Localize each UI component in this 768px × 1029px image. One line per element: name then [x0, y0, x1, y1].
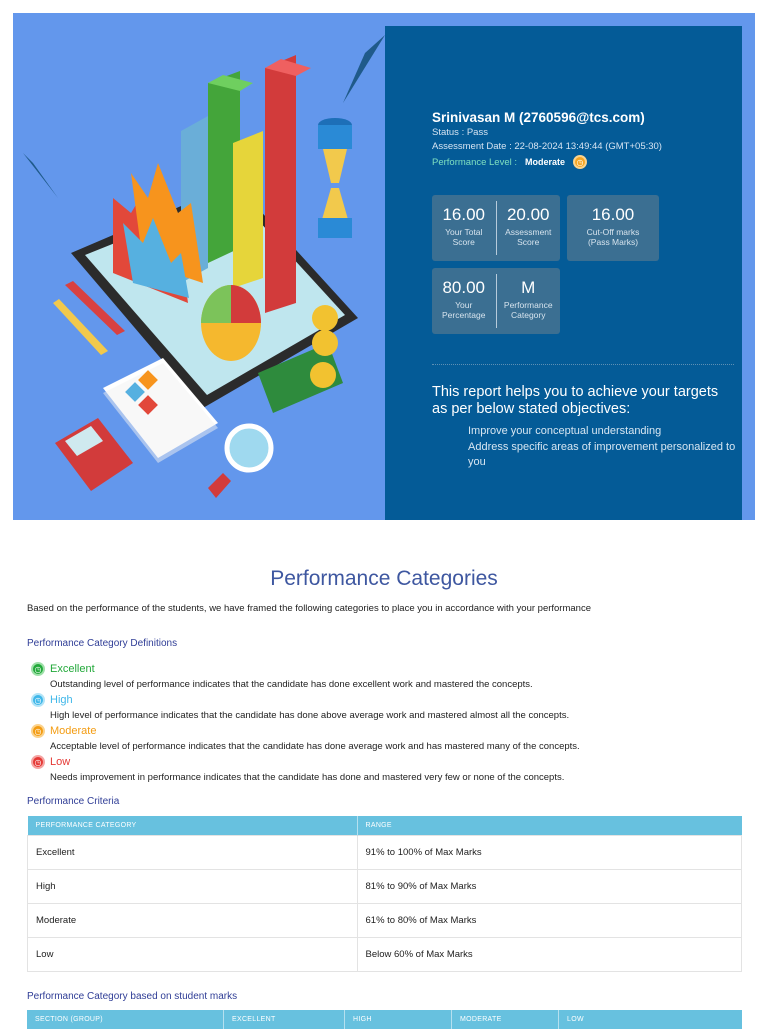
table-cell: 61% to 80% of Max Marks	[357, 904, 742, 938]
objective-item: Address specific areas of improvement personalized to you	[468, 440, 736, 468]
column-header: LOW	[559, 1010, 743, 1029]
assessment-score-cell	[496, 201, 561, 255]
score-card-cutoff	[567, 195, 659, 261]
table-header-row	[27, 1010, 742, 1029]
cutoff-cell	[567, 195, 659, 261]
category-name: Moderate	[50, 725, 97, 737]
marks-heading: Performance Category based on student marks	[27, 991, 238, 1002]
category-name: Low	[50, 756, 71, 768]
table-row	[28, 870, 742, 904]
table-row	[28, 904, 742, 938]
report-hero	[13, 13, 755, 520]
cutoff-label: Cut-Off marks (Pass Marks)	[586, 227, 640, 247]
assessment-score-label: Assessment Score	[505, 227, 552, 247]
definitions-heading: Performance Category Definitions	[27, 638, 178, 649]
category-definitions-list	[31, 661, 580, 785]
percentage-cell	[432, 268, 496, 334]
total-score-label: Your Total Score	[445, 227, 483, 247]
column-header: HIGH	[345, 1010, 452, 1029]
excellent-badge-icon: ◷	[31, 662, 45, 676]
table-row	[28, 938, 742, 972]
candidate-name: Srinivasan M (2760596@tcs.com)	[432, 110, 645, 125]
category-definition-moderate	[31, 723, 580, 754]
performance-level-label: Performance Level :	[432, 156, 518, 168]
table-header-row	[28, 816, 742, 836]
percentage-label: Your Percentage	[442, 300, 486, 320]
category-cell	[496, 274, 561, 328]
high-badge-icon: ◷	[31, 693, 45, 707]
column-header: PERFORMANCE CATEGORY	[28, 816, 358, 836]
score-card-total-assessment	[432, 195, 560, 261]
low-badge-icon: ◷	[31, 755, 45, 769]
assessment-date: Assessment Date : 22-08-2024 13:49:44 (GMT+05:30)	[432, 141, 662, 152]
score-card-percentage-category	[432, 268, 560, 334]
percentage-value: 80.00	[442, 278, 486, 297]
table-row	[28, 836, 742, 870]
criteria-heading: Performance Criteria	[27, 796, 120, 807]
result-summary-panel	[385, 26, 742, 520]
performance-level-value: Moderate	[525, 157, 566, 167]
table-cell: 91% to 100% of Max Marks	[357, 836, 742, 870]
moderate-badge-icon: ◷	[573, 155, 587, 169]
column-header: MODERATE	[452, 1010, 559, 1029]
category-definition-low	[31, 754, 580, 785]
objectives-title: This report helps you to achieve your targets as per below stated objectives:	[432, 384, 719, 417]
objective-item: Improve your conceptual understanding	[468, 425, 662, 437]
category-label: Performance Category	[503, 300, 553, 320]
table-cell: Moderate	[28, 904, 358, 938]
table-cell: Low	[28, 938, 358, 972]
column-header: EXCELLENT	[224, 1010, 345, 1029]
category-name: High	[50, 694, 73, 706]
section-title: Performance Categories	[270, 567, 498, 590]
category-name: Excellent	[50, 663, 95, 675]
criteria-table	[27, 816, 742, 972]
section-intro: Based on the performance of the students, we have framed the following categories to place you in accordance with your performance	[27, 603, 591, 614]
status-text: Status : Pass	[432, 127, 488, 138]
category-description: High level of performance indicates that the candidate has done above average work and mastered almost all the concepts.	[50, 710, 570, 721]
category-description: Outstanding level of performance indicates that the candidate has done excellent work and mastered the concepts.	[50, 679, 533, 690]
panel-divider	[432, 364, 734, 365]
category-definition-excellent	[31, 661, 580, 692]
category-definition-high	[31, 692, 580, 723]
marks-table	[27, 1010, 742, 1029]
category-description: Acceptable level of performance indicates that the candidate has done average work and has mastered many of the concepts.	[50, 741, 580, 752]
cutoff-value: 16.00	[591, 205, 635, 224]
moderate-badge-icon: ◷	[31, 724, 45, 738]
table-cell: Excellent	[28, 836, 358, 870]
category-description: Needs improvement in performance indicates that the candidate has done and mastered very few or none of the concepts.	[50, 772, 565, 783]
column-header: RANGE	[357, 816, 742, 836]
analytics-illustration	[13, 13, 433, 520]
total-score-value: 16.00	[442, 205, 486, 224]
table-cell: 81% to 90% of Max Marks	[357, 870, 742, 904]
table-cell: High	[28, 870, 358, 904]
table-cell: Below 60% of Max Marks	[357, 938, 742, 972]
column-header: SECTION (GROUP)	[27, 1010, 224, 1029]
objectives-list	[468, 424, 738, 471]
category-value: M	[521, 278, 536, 297]
assessment-score-value: 20.00	[506, 205, 550, 224]
performance-level	[432, 155, 587, 169]
total-score-cell	[432, 195, 496, 261]
